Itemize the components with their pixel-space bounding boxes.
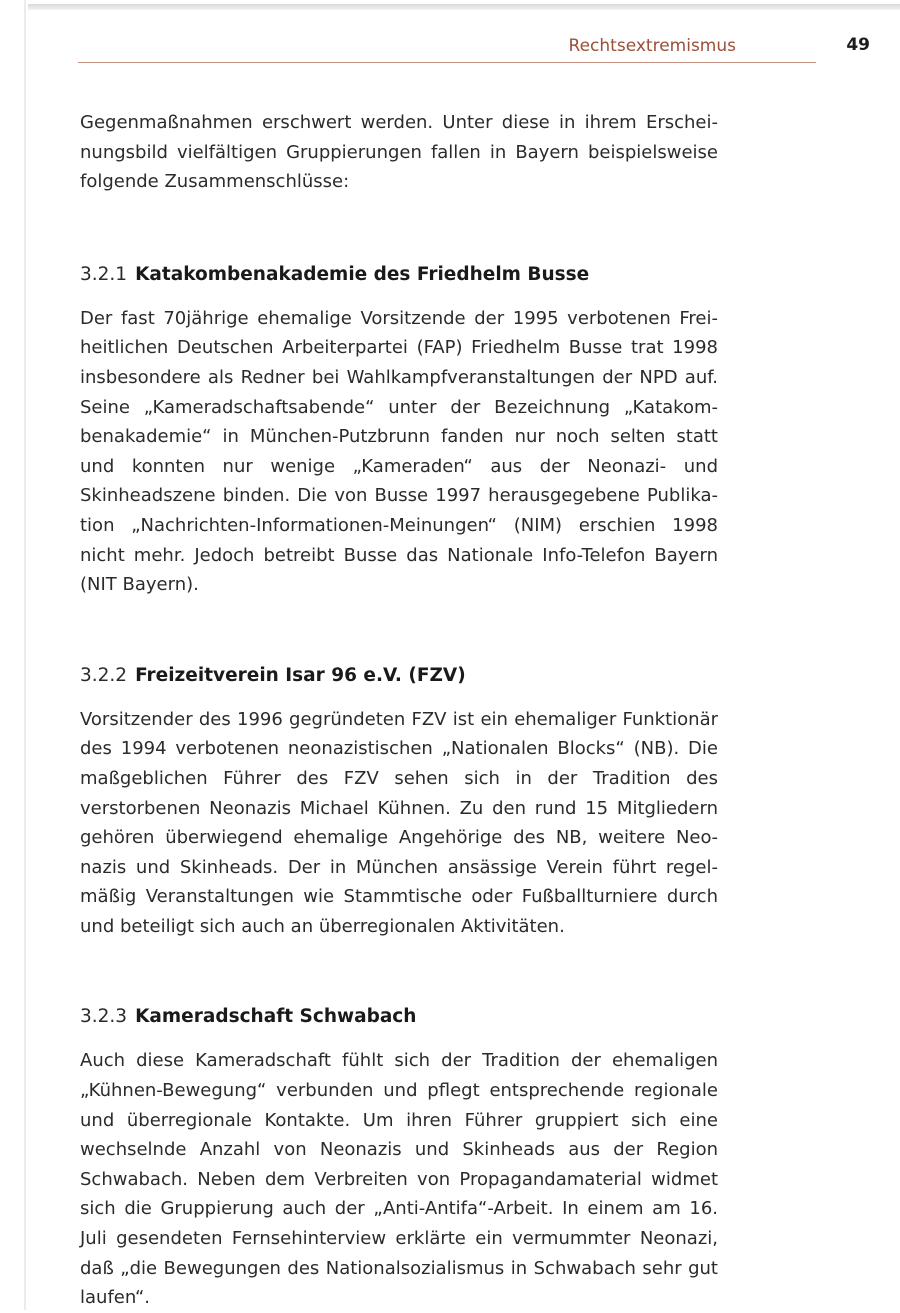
- section-number: 3.2.3: [80, 1006, 128, 1028]
- page-number: 49: [846, 35, 870, 55]
- section-freizeitverein: [80, 662, 718, 942]
- section-katakombenakademie: [80, 261, 718, 600]
- running-header: [80, 34, 880, 62]
- header-rule: [78, 62, 816, 63]
- section-heading: [80, 1003, 718, 1031]
- section-kameradschaft-schwabach: [80, 1003, 718, 1312]
- section-number: 3.2.1: [80, 263, 128, 285]
- intro-paragraph: Gegenmaßnahmen erschwert werden. Unter diese in ihrem Erscheinungsbild vielfältigen Gruppierungen fallen in Bayern beispielsweise folgende Zusammenschlüsse:: [80, 112, 718, 193]
- section-title: Kameradschaft Schwabach: [135, 1006, 417, 1028]
- section-paragraph: Auch diese Kameradschaft fühlt sich der Tradition der ehemaligen „Kühnen-Bewegung“ verbunden und pflegt entsprechende regionale und überregionale Kontakte. Um ihren Führer gruppiert sich eine wechselnde Anzahl von Neonazis und Skinheads aus der Region Schwabach. Neben dem Verbreiten von Propagandamaterial widmet sich die Gruppierung auch der „Anti-Antifa“-Arbeit. In einem am 16. Juli gesendeten Fernsehinterview erklärte ein vermummter Neonazi, daß „die Bewegungen des Nationalsozialismus in Schwabach sehr gut laufen“.: [80, 1050, 718, 1309]
- section-heading: [80, 261, 718, 289]
- page-top-edge: [28, 4, 900, 10]
- running-title: Rechtsextremismus: [568, 36, 736, 56]
- page-body: [80, 108, 718, 1313]
- section-paragraph: Der fast 70jährige ehemalige Vorsitzende der 1995 verbotenen Freiheitlichen Deutschen Arbeiterpartei (FAP) Friedhelm Busse trat 1998 insbesondere als Redner bei Wahlkampfveranstaltungen der NPD auf. Seine „Kameradschaftsabende“ unter der Bezeichnung „Katakombenakademie“ in München-Putzbrunn fanden nur noch selten statt und konnten nur wenige „Kameraden“ aus der Neonazi- und Skinheadszene binden. Die von Busse 1997 herausgegebene Publikation „Nachrichten-Informationen-Meinungen“ (NIM) erschien 1998 nicht mehr. Jedoch betreibt Busse das Nationale Info-Telefon Bayern (NIT Bayern).: [80, 307, 718, 596]
- section-heading: [80, 662, 718, 690]
- section-title: Freizeitverein Isar 96 e.V. (FZV): [135, 664, 466, 686]
- section-number: 3.2.2: [80, 664, 128, 686]
- section-paragraph: Vorsitzender des 1996 gegründeten FZV ist ein ehemaliger Funktionär des 1994 verbotenen neonazistischen „Nationalen Blocks“ (NB). Die maßgeblichen Führer des FZV sehen sich in der Tradition des verstorbenen Neonazis Michael Kühnen. Zu den rund 15 Mitgliedern gehören überwiegend ehemalige Angehörige des NB, weitere Neonazis und Skinheads. Der in München ansässige Verein führt regelmäßig Veranstaltungen wie Stammtische oder Fußballturniere durch und beteiligt sich auch an überregionalen Aktivitäten.: [80, 708, 718, 937]
- page-left-edge: [24, 0, 26, 1310]
- section-title: Katakombenakademie des Friedhelm Busse: [135, 263, 590, 285]
